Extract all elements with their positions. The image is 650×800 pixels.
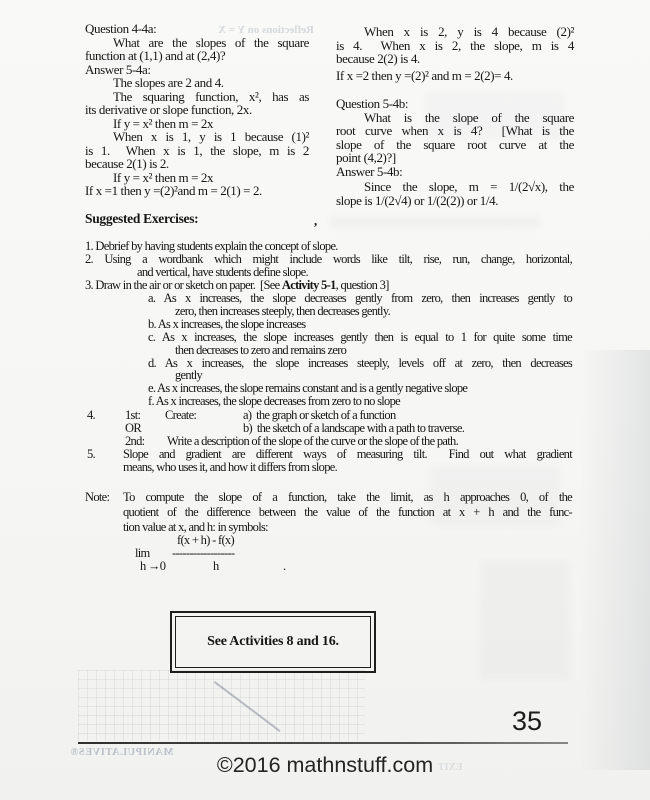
- text-line: then decreases to zero and remains zero: [175, 342, 347, 357]
- text-line: Answer 5-4b:: [336, 163, 403, 179]
- text-line: lim ------------------: [135, 545, 235, 560]
- text-line: f(x + h) - f(x): [177, 532, 234, 547]
- text-line: h →0 h .: [140, 558, 286, 573]
- qa-left-column: [85, 22, 309, 198]
- scan-shading-band: [580, 350, 650, 770]
- text-line: 5. Slope and gradient are different ways of measuring tilt. Find out what gradient: [87, 447, 572, 462]
- text-line: 1. Debrief by having students explain the concept of slope.: [85, 238, 338, 253]
- text-line: means, who uses it, and how it differs from slope.: [123, 460, 338, 475]
- text-line: its derivative or slope function, 2x.: [85, 102, 252, 117]
- text-line: tion value at x, and h: in symbols:: [123, 519, 268, 534]
- text-line: What is the slope of the square: [364, 109, 574, 125]
- scan-smudge: [480, 560, 570, 680]
- text-line: zero, then increases steeply, then decreases gently.: [175, 303, 390, 318]
- text-line: e. As x increases, the slope remains constant and is a gently negative slope: [148, 381, 468, 396]
- text-line: slope of the square root curve at the: [336, 136, 574, 152]
- exercises-body: [85, 240, 572, 573]
- text-line: Answer 5-4a:: [85, 61, 151, 77]
- text-line: a. As x increases, the slope decreases gently from zero, then increases gently to: [148, 290, 572, 305]
- text-line: The squaring function, x², has as: [113, 88, 309, 104]
- text-line: Note: To compute the slope of a function, take the limit, as h approaches 0, of the: [85, 490, 572, 505]
- ghost-bleedthrough-text: Reflections on Y = X: [218, 24, 314, 36]
- text-line: d. As x increases, the slope increases steeply, levels off at zero, then decreases: [148, 355, 572, 370]
- exercises-heading: Suggested Exercises:: [85, 211, 199, 226]
- text-line: Question 4-4a:: [85, 21, 157, 36]
- text-line: function at (1,1) and at (2,4)?: [85, 48, 226, 63]
- text-line: quotient of the difference between the value of the function at x + h and the func-: [123, 505, 572, 520]
- text-line: gently: [175, 368, 203, 383]
- text-line: OR b) the sketch of a landscape with a path to traverse.: [125, 421, 465, 436]
- text-line: is 4. When x is 2, the slope, m is 4: [336, 37, 574, 53]
- activities-box: [170, 611, 376, 673]
- stray-scan-mark: ,: [314, 213, 318, 228]
- activities-box-label: See Activities 8 and 16.: [207, 634, 339, 649]
- text-line: b. As x increases, the slope increases: [148, 316, 306, 331]
- text-line: point (4,2)?]: [336, 150, 396, 165]
- text-line: What are the slopes of the square: [113, 34, 309, 50]
- ghost-bleedthrough-text: EXIT: [438, 762, 463, 773]
- suggested-exercises-section: [85, 213, 572, 573]
- text-line: 2nd: Write a description of the slope of the curve or the slope of the path.: [125, 434, 459, 449]
- text-line: root curve when x is 4? [What is the: [336, 123, 574, 138]
- text-line: When x is 1, y is 1 because (1)²: [113, 129, 309, 144]
- text-line: Question 5-4b:: [336, 96, 409, 111]
- text-line: because 2(1) is 2.: [85, 156, 169, 171]
- text-line: is 1. When x is 1, the slope, m is 2: [85, 142, 309, 158]
- text-line: and vertical, have students define slope.: [137, 264, 308, 279]
- qa-right-column: [336, 25, 574, 207]
- footer-rule: [78, 742, 568, 744]
- text-line: If y = x² then m = 2x: [113, 115, 214, 131]
- ghost-bleedthrough-text: MANIPULATIVES®: [70, 747, 174, 758]
- text-line: 4. 1st: Create: a) the graph or sketch of a function: [87, 408, 396, 423]
- text-line: Since the slope, m = 1/(2√x), the: [364, 179, 574, 194]
- text-line: c. As x increases, the slope increases gently then is equal to 1 for quite some time: [148, 329, 572, 344]
- text-line: When x is 2, y is 4 because (2)²: [364, 24, 574, 39]
- text-line: If x =1 then y =(2)²and m = 2(1) = 2.: [85, 183, 262, 198]
- copyright-text: ©2016 mathnstuff.com: [216, 753, 434, 777]
- text-line: 3. Draw in the air or or sketch on paper. [See Activity 5-1, question 3]: [85, 277, 389, 292]
- page-number: 35: [511, 706, 542, 736]
- text-line: The slopes are 2 and 4.: [113, 75, 224, 90]
- text-line: because 2(2) is 4.: [336, 51, 420, 66]
- text-line: If y = x² then m = 2x: [113, 169, 214, 185]
- graph-paper-bleedthrough: [78, 670, 365, 741]
- text-line: If x =2 then y =(2)² and m = 2(2)= 4.: [336, 67, 513, 83]
- text-line: slope is 1/(2√4) or 1/(2(2)) or 1/4.: [336, 192, 499, 208]
- activities-box-inner-border: [175, 616, 371, 668]
- text-line: 2. Using a wordbank which might include words like tilt, rise, run, change, horizontal,: [85, 251, 572, 266]
- text-line: f. As x increases, the slope decreases from zero to no slope: [148, 394, 401, 409]
